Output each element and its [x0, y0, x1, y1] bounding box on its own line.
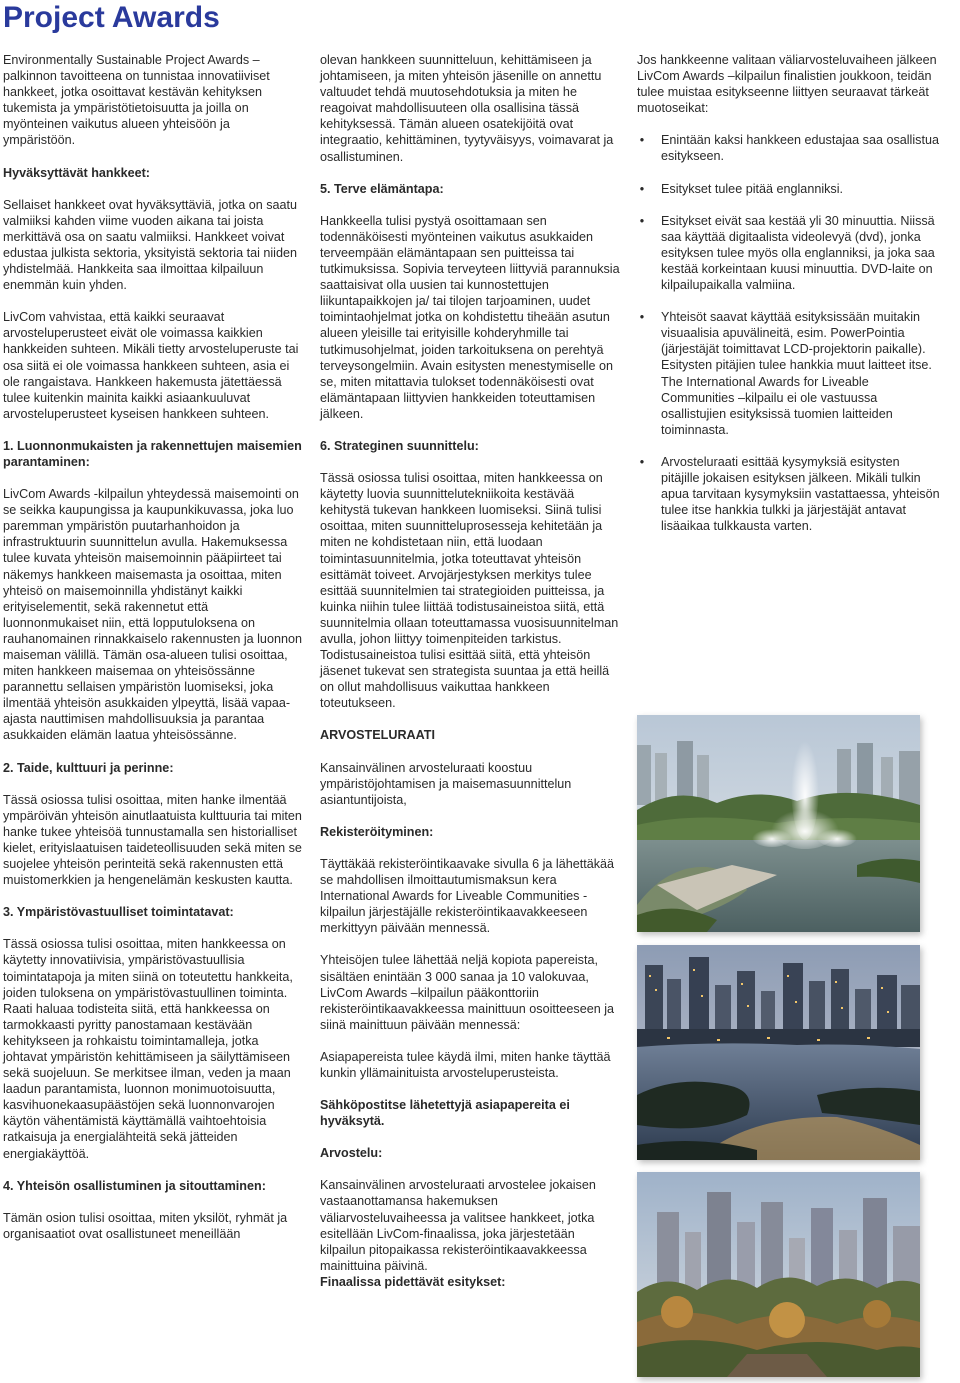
jury-heading: ARVOSTELURAATI	[320, 728, 435, 743]
list-item: • Yhteisöt saavat käyttää esityksissään muitakin visuaalisia apuvälineitä, esim. PowerPointia (järjestäjät toimittavat LCD-projektorin paikalle). Esitysten pitäjien tulee hankkia muut laitteet itse. The International Awards for Liveable Communities –kilpailu ei ole vastuussa osallistujien esityksissä tuomien laitteiden toiminnasta.	[637, 309, 940, 438]
section-2-heading: 2. Taide, kulttuuri ja perinne:	[3, 760, 174, 775]
accepted-paragraph: Sellaiset hankkeet ovat hyväksyttäviä, jotka on saatu valmiiksi kahden viime vuoden aikana tai joista merkittävä osa on saatu valmiiksi. Hankkeet voivat edustaa julkista sektoria, yksityistä sektoria tai niiden yhdistelmää. Hankkeita saa ilmoittaa kilpailuun enemmän kuin yhden.	[3, 197, 298, 293]
section-3-paragraph: Tässä osiossa tulisi osoittaa, miten hankkeessa on käytetty innovatiivisia, ympäristövastuullisia toimintatapoja ja miten siinä on toteutettu hankkeita, joiden tuloksena on ympäristövastuullinen toiminta. Raati haluaa todisteita siitä, että hankkeessa on tarmokkaasti pyritty panostamaan kestävään kehitykseen ja rohkaistu toimintamalleja, jotka johtavat ympäristön kehittämiseen ja säilyttämiseen sekä suojeluun. Se merkitsee ilman, veden ja maan laadun parantamista, luonnon monimuotoisuutta, kasvihuonekaasupäästöjen sekä luonnonvarojen käytön vähentämistä käyttämällä vaihtoehtoisia ratkaisuja ja energialähteitä sekä jätteiden energiakäyttöä.	[3, 937, 293, 1161]
page-title: Project Awards	[3, 1, 220, 34]
list-item: • Esitykset eivät saa kestää yli 30 minuuttia. Niissä saa käyttää digitaalista videolevyä (dvd), jonka esityksen tulee myös olla englanniksi, ja joka saa kestää korkeintaan kuusi minuuttia. DVD-laite on kilpailupaikalla valmiina.	[637, 213, 940, 293]
bullet-icon: •	[639, 213, 645, 228]
bullet-icon: •	[639, 310, 645, 325]
section-4-paragraph: Tämän osion tulisi osoittaa, miten yksilöt, ryhmät ja organisaatiot ovat osallistuneet meneillään	[3, 1210, 288, 1241]
list-item: • Arvosteluraati esittää kysymyksiä esitysten pitäjille jokaisen esityksen jälkeen. Mikäli tulkin apua tarvitaan kysymyksiin vastattaessa, yhteisön tulee itse hankkia tulkki ja järjestäjät antavat lisäaikaa tulkkausta varten.	[637, 454, 940, 534]
finals-heading: Finaalissa pidettävät esitykset:	[320, 1274, 506, 1289]
papers-paragraph-2: Asiapapereista tulee käydä ilmi, miten hanke täyttää kunkin yllämainituista arvosteluperusteista.	[320, 1049, 611, 1080]
section-3-heading: 3. Ympäristövastuulliset toimintatavat:	[3, 905, 234, 920]
list-item: • Enintään kaksi hankkeen edustajaa saa osallistua esitykseen.	[637, 132, 940, 164]
fountain-park-photo	[637, 715, 920, 932]
continued-paragraph: olevan hankkeen suunnitteluun, kehittämiseen ja johtamiseen, ja miten yhteisön jäsenille on annettu valtuudet tehdä muutosehdotuksia ja miten he reagoivat mahdollisuuteen olla osallisina tässä kehityksessä. Tämän alueen osatekijöitä ovat integraatio, kehittäminen, tyytyväisyys, voimavarat ja osallistuminen.	[320, 53, 614, 164]
city-dusk-photo	[637, 945, 920, 1160]
section-1-heading: 1. Luonnonmukaisten ja rakennettujen maisemien parantaminen:	[3, 438, 302, 469]
finalists-intro: Jos hankkeenne valitaan väliarvosteluvaiheen jälkeen LivCom Awards –kilpailun finalistien joukkoon, teidän tulee muistaa esitykseenne liittyen seuraavat tärkeät muotoseikat:	[637, 53, 937, 116]
intro-paragraph: Environmentally Sustainable Project Awards – palkinnon tavoitteena on tunnistaa innovatiiviset hankkeet, jotka osoittavat kestävän kehityksen tukemista ja ympäristötietoisuutta ja joilla on myönteinen vaikutus alueen yhteisöön ja ympäristöön.	[3, 53, 270, 148]
requirements-list	[637, 132, 940, 534]
section-2-paragraph: Tässä osiossa tulisi osoittaa, miten hanke ilmentää ympäröivän yhteisön ainutlaatuista kulttuuria tai miten hanke tukee yhteisöä tunnustamalla sen historialliset kielet, erityislaatuisen taideteollisuuden sekä miten se suojelee yhteisön perinteitä sekä rakennusten että muistomerkkien ja hengenelämän keskusten kautta.	[3, 792, 302, 888]
section-1-paragraph: LivCom Awards -kilpailun yhteydessä maisemointi on se seikka kaupungissa ja kaupunkikuvassa, joka luo paremman ympäristön puutarhanhoidon ja infrastruktuurin suunnittelun avulla. Hakemuksessa tulee kuvata yhteisön maisemoinnin pääpiirteet tai näkemys hankkeen maisemasta ja osoittaa, miten yhteisö on maisemoinnilla yhdistänyt kaikki erityiselementit, sekä rakennetut että luonnonmukaiset niin, että lopputuloksena on rauhanomainen rinnakkaiselo rakennusten ja luonnon maiseman välillä. Tämän osa-alueen tulisi osoittaa, miten hankkeen maisemaa on yhteisössänne parannettu sellaisen ympäristön luomiseksi, joka ilmentää yhteisön asukkaiden ylpeyttä, lisää vapaa-ajasta nauttimisen mahdollisuuksia ja parantaa asukkaiden elämän laatua yhteisössänne.	[3, 487, 302, 743]
accepted-heading: Hyväksyttävät hankkeet:	[3, 165, 151, 180]
papers-paragraph: Yhteisöjen tulee lähettää neljä kopiota papereista, sisältäen enintään 3 000 sanaa ja 10 valokuvaa, LivCom Awards –kilpailun pääkonttoriin rekisteröintikaavakkeessa mainittuun osoitteeseen ja siinä mainittuun päivään mennessä:	[320, 953, 615, 1032]
registration-paragraph: Täyttäkää rekisteröintikaavake sivulla 6 ja lähettäkää se mahdollisen ilmoittautumismaksun kera International Awards for Liveable Communities -kilpailun järjestäjälle rekisteröintikaavakkeeseen merkittyyn päivään mennessä.	[320, 856, 615, 936]
bullet-icon: •	[639, 454, 645, 469]
jury-paragraph: Kansainvälinen arvosteluraati koostuu ympäristöjohtamisen ja maisemasuunnittelun asiantuntijoista,	[320, 760, 572, 807]
section-5-heading: 5. Terve elämäntapa:	[320, 181, 444, 196]
section-6-paragraph: Tässä osiossa tulisi osoittaa, miten hankkeessa on käytetty luovia suunnittelutekniikoita kestävää kehitystä tukevan hankkeen luomiseksi. Siinä tulisi osoittaa, miten suunnitteluprosesseja kehitetään ja miten ne kohdistetaan niin, että luodaan toimintasuunnitelmia, jotka toteuttavat yhteisön esittämät toiveet. Arvojärjestyksen merkitys tulee esittää suunnitelmien tai strategioiden puitteissa, ja kuinka niihin tulee liittää todistusaineistoa siitä, että suunnitelmia ollaan toteuttamassa vuosisuunnitelman avulla, johon liittyy toimenpiteiden tarkistus. Todistusaineistoa tulisi esittää siitä, että yhteisön jäsenet tukevat sen strategista suuntaa ja että heillä on ollut mahdollisuus vaikuttaa hankkeen toteutukseen.	[320, 471, 619, 711]
evaluation-paragraph: Kansainvälinen arvosteluraati arvostelee jokaisen vastaanottamansa hakemuksen väliarvosteluvaiheessa ja valitsee hankkeet, jotka esitellään LivCom-finaalissa, joka järjestetään kilpailun pitopaikassa rekisteröintikaavakkeessa mainittuina päivinä.	[320, 1178, 596, 1273]
section-4-heading: 4. Yhteisön osallistuminen ja sitouttaminen:	[3, 1178, 266, 1193]
section-6-heading: 6. Strateginen suunnittelu:	[320, 438, 479, 453]
criteria-paragraph: LivCom vahvistaa, että kaikki seuraavat arvosteluperusteet eivät ole voimassa kaikkien hankkeiden suhteen. Mikäli tietty arvosteluperuste tai osa siitä ei ole voimassa hankkeen suhteen, asia ei ole rangaistava. Hankkeen hakemusta jätettäessä tulee kuitenkin mainita kaikki asiaankuuluvat arvosteluperusteet kyseisen hankkeen suhteen.	[3, 310, 299, 421]
bullet-icon: •	[639, 181, 645, 196]
section-5-paragraph: Hankkeella tulisi pystyä osoittamaan sen todennäköisesti myönteinen vaikutus asukkaiden terveempään elämäntapaan sen puitteissa tai tutkimuksissa. Sopivia terveyteen liittyviä parannuksia saattaisivat olla uusien tai kunnostettujen liikuntapaikkojen ja/ tai tilojen tarjoaminen, uudet toimintaohjelmat jotka on kohdistettu tiheään asutun alueen yleisille tai erityisille kohderyhmille tai tutkimusohjelmat, joiden tarkoituksena on perehtyä terveysongelmiin. Avain esitysten menestymiselle on se, miten mitattavia tulokset todennäköisesti ovat elämäntapaan liittyvien hankkeiden toteuttamisen jälkeen.	[320, 213, 620, 421]
city-skyline-photo	[637, 1172, 920, 1377]
column-right	[637, 52, 940, 550]
column-left	[3, 52, 303, 1242]
list-item: • Esitykset tulee pitää englanniksi.	[637, 181, 940, 197]
column-middle	[320, 52, 620, 1290]
email-notice-heading: Sähköpostitse lähetettyjä asiapapereita ei hyväksytä.	[320, 1098, 570, 1129]
evaluation-heading: Arvostelu:	[320, 1146, 383, 1161]
registration-heading: Rekisteröityminen:	[320, 824, 434, 839]
bullet-icon: •	[639, 133, 645, 148]
